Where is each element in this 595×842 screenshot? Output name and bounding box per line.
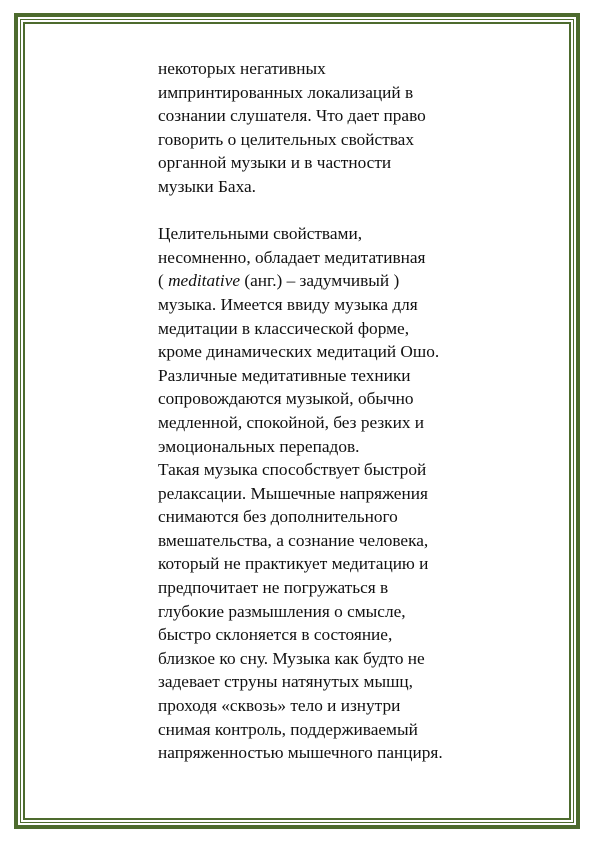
text-line: вмешательства, а сознание человека,: [158, 530, 429, 550]
text-line: Различные медитативные техники: [158, 365, 411, 385]
text-line: напряженностью мышечного панциря.: [158, 743, 443, 763]
text-line: быстро склоняется в состояние,: [158, 625, 393, 645]
text-line: Такая музыка способствует быстрой: [158, 460, 427, 480]
text-line: сознании слушателя. Что дает право: [158, 106, 426, 126]
text-line: задевает струны натянутых мышц,: [158, 672, 413, 692]
text-suffix: (анг.) – задумчивый ): [240, 271, 400, 291]
text-line: медитации в классической форме,: [158, 318, 410, 338]
text-line: органной музыки и в частности: [158, 153, 392, 173]
text-line: релаксации. Мышечные напряжения: [158, 483, 428, 503]
text-line: близкое ко сну. Музыка как будто не: [158, 648, 425, 668]
paragraph-2: [158, 222, 488, 458]
text-line: проходя «сквозь» тело и изнутри: [158, 696, 401, 716]
text-line: Целительными свойствами,: [158, 224, 363, 244]
text-line: говорить о целительных свойствах: [158, 129, 414, 149]
text-line: снимая контроль, поддерживаемый: [158, 719, 418, 739]
paragraph-1: [158, 57, 488, 199]
text-line: эмоциональных перепадов.: [158, 436, 360, 456]
text-line: который не практикует медитацию и: [158, 554, 429, 574]
paragraph-3: [158, 458, 488, 765]
text-line: сопровождаются музыкой, обычно: [158, 389, 414, 409]
text-line-meditative: [158, 269, 488, 293]
text-line: импринтированных локализаций в: [158, 82, 414, 102]
text-line: глубокие размышления о смысле,: [158, 601, 406, 621]
text-line: кроме динамических медитаций Ошо.: [158, 342, 440, 362]
text-line: снимаются без дополнительного: [158, 507, 398, 527]
italic-term: meditative: [168, 271, 241, 291]
text-line: музыка. Имеется ввиду музыка для: [158, 294, 418, 314]
text-line: предпочитает не погружаться в: [158, 578, 389, 598]
text-line: некоторых негативных: [158, 59, 326, 78]
text-prefix: (: [158, 271, 169, 291]
text-line: несомненно, обладает медитативная: [158, 247, 426, 267]
document-body: [158, 57, 488, 765]
text-line: медленной, спокойной, без резких и: [158, 412, 425, 432]
text-line: музыки Баха.: [158, 176, 256, 196]
